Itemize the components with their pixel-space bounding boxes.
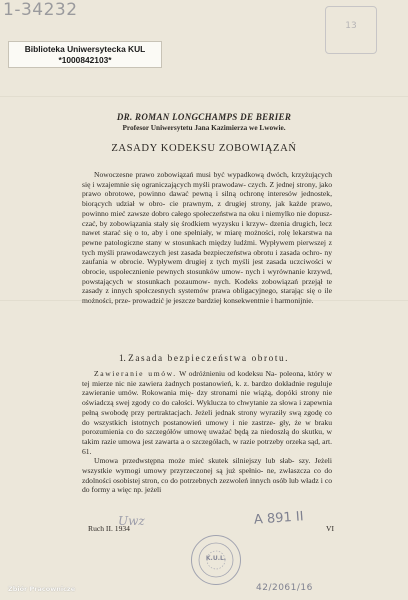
text-line: gły, że w braku porozumienia co do szczegółów umowę uważać (82, 417, 332, 437)
spaced-lead-in: Zawieranie umów. (94, 369, 177, 378)
article-title: ZASADY KODEKSU ZOBOWIĄZAŃ (111, 143, 297, 154)
text-line: prowadzić je jeszcze bardziej konsekwentnie i harmonijnie. (132, 296, 314, 306)
handwritten-inventory-number: 42/2061/16 (256, 583, 313, 593)
text-line: szy. Jeżeli wszystkie wymogi umowy przyrzeczonej są już spełnio- (82, 456, 332, 476)
text-line: ne, zwłaszcza co do zdolności osobistej stron, co do potrzebnych (82, 466, 332, 485)
page-crease (0, 96, 408, 97)
text-line: nych i wyrównanie krzywd, powstających w stosunkach pozaumow- (82, 267, 332, 286)
text-line: zgodę co do wszystkich istotnych postanowień umowy i nie zastrze- (82, 407, 332, 427)
library-seal-stamp (191, 535, 241, 585)
barcode-number: *1000842103* (58, 55, 112, 65)
section-title: Zasada bezpieczeństwa obrotu. (128, 353, 290, 363)
text-line: co do całości. Wyklucza to chwytanie za słowa i zapewnia pełną (82, 398, 332, 417)
text-line: Nowoczesne prawo zobowiązań musi być wypadkową dwóch, (94, 170, 289, 179)
handwritten-shelfmark: 1-34232 (3, 0, 78, 20)
text-line: ny zaufania w obrocie. Wypływem drugiej z tych myśli jest zasada (82, 247, 333, 267)
text-line: nych. Kodeks zobowiązań przejął te zasady z innych społczesnych (82, 276, 332, 296)
text-line: prawodawczych jest zasada bezpieczeństwa obrotu i zasada ochro- (116, 247, 323, 257)
signature-mark: VI (326, 524, 335, 533)
text-line: będą za niedoszłą do skutku, w takim razie umowa jest zawarta (82, 427, 332, 446)
text-line: poleona, który w tej mierze nic nie zawiera żadnych postanowień, (82, 369, 332, 388)
author-name: DR. ROMAN LONGCHAMPS DE BERIER (116, 112, 292, 122)
text-line: dzenia drugich, lecz nawet starać się o to, aby i one spełniały, (82, 218, 332, 238)
text-line: w stosunkach między ludźmi. Wypływem pierwszej z tych myśli (82, 237, 332, 257)
text-line: swobodę przy pertraktacjach. Jeżeli jednak strony wyraziły swą (101, 407, 302, 417)
text-line: zawsze dobro całego społeczeństwa na oku i niemylko nie dopusz- (127, 208, 332, 218)
section-number: 1. (118, 353, 126, 363)
handwritten-mark: Uwz (118, 514, 145, 528)
text-line: czać, by zobowiązania stały się środkiem wyzysku i krzyw- (82, 218, 268, 228)
text-line: czych. Z jednej strony, jako prawo obrotowe, powinno dawać pewną (82, 179, 333, 199)
faded-stamp (325, 6, 377, 54)
text-line: W odróżnieniu od kodeksu Na- (176, 369, 277, 378)
body-paragraph (82, 369, 332, 495)
text-line: k. z. bardzo dokładnie reguluje zawieranie umów. Rokowania mię- (82, 378, 332, 398)
text-line: i silną ochronę interesów jednostek, biorących udział w obro- (82, 189, 332, 209)
text-line: systemów prawa obligacyjnego, starając się o ile możności, prze- (82, 286, 332, 306)
library-barcode-label (8, 41, 162, 68)
journal-footer: Ruch II. 1934 (88, 524, 130, 533)
text-line: dzy stronami nie wiążą, dopóki strony nie oświadczą swej zgody (82, 388, 332, 408)
collection-watermark: Zbiór Pracownicze (8, 585, 76, 593)
text-line: cie prawnym, z drugiej strony, jak każde prawo, powinno mieć (82, 199, 332, 218)
stamp-number: 13 (345, 21, 357, 31)
section-heading (0, 353, 408, 363)
text-line: a o szczegółach, w razie potrzeby orzeka sąd, art. 61. (82, 436, 332, 456)
text-line: krzyżujących się i wzajemnie się ograniczających myśli prawodaw- (82, 170, 332, 189)
text-line: zezwoleń innych osób lub władz i co do formy a więc np. jeżeli (82, 475, 332, 495)
author-affiliation: Profesor Uniwersytetu Jana Kazimierza we Lwowie. (122, 123, 286, 132)
seal-center-text: K.U.L. (205, 555, 227, 562)
handwritten-call-number: A 891 II (253, 509, 305, 528)
text-line: uczciwości w obrocie, uspołecznienie pewnych stosunków umow- (82, 257, 332, 277)
text-line: w miarę możności, rolę lekarstwa na pewne patologiczne stany (82, 228, 333, 247)
library-name: Biblioteka Uniwersytecka KUL (24, 44, 146, 54)
body-paragraph (82, 170, 332, 306)
text-line: Umowa przedwstępna może mieć skutek silniejszy lub słab- (94, 456, 295, 466)
